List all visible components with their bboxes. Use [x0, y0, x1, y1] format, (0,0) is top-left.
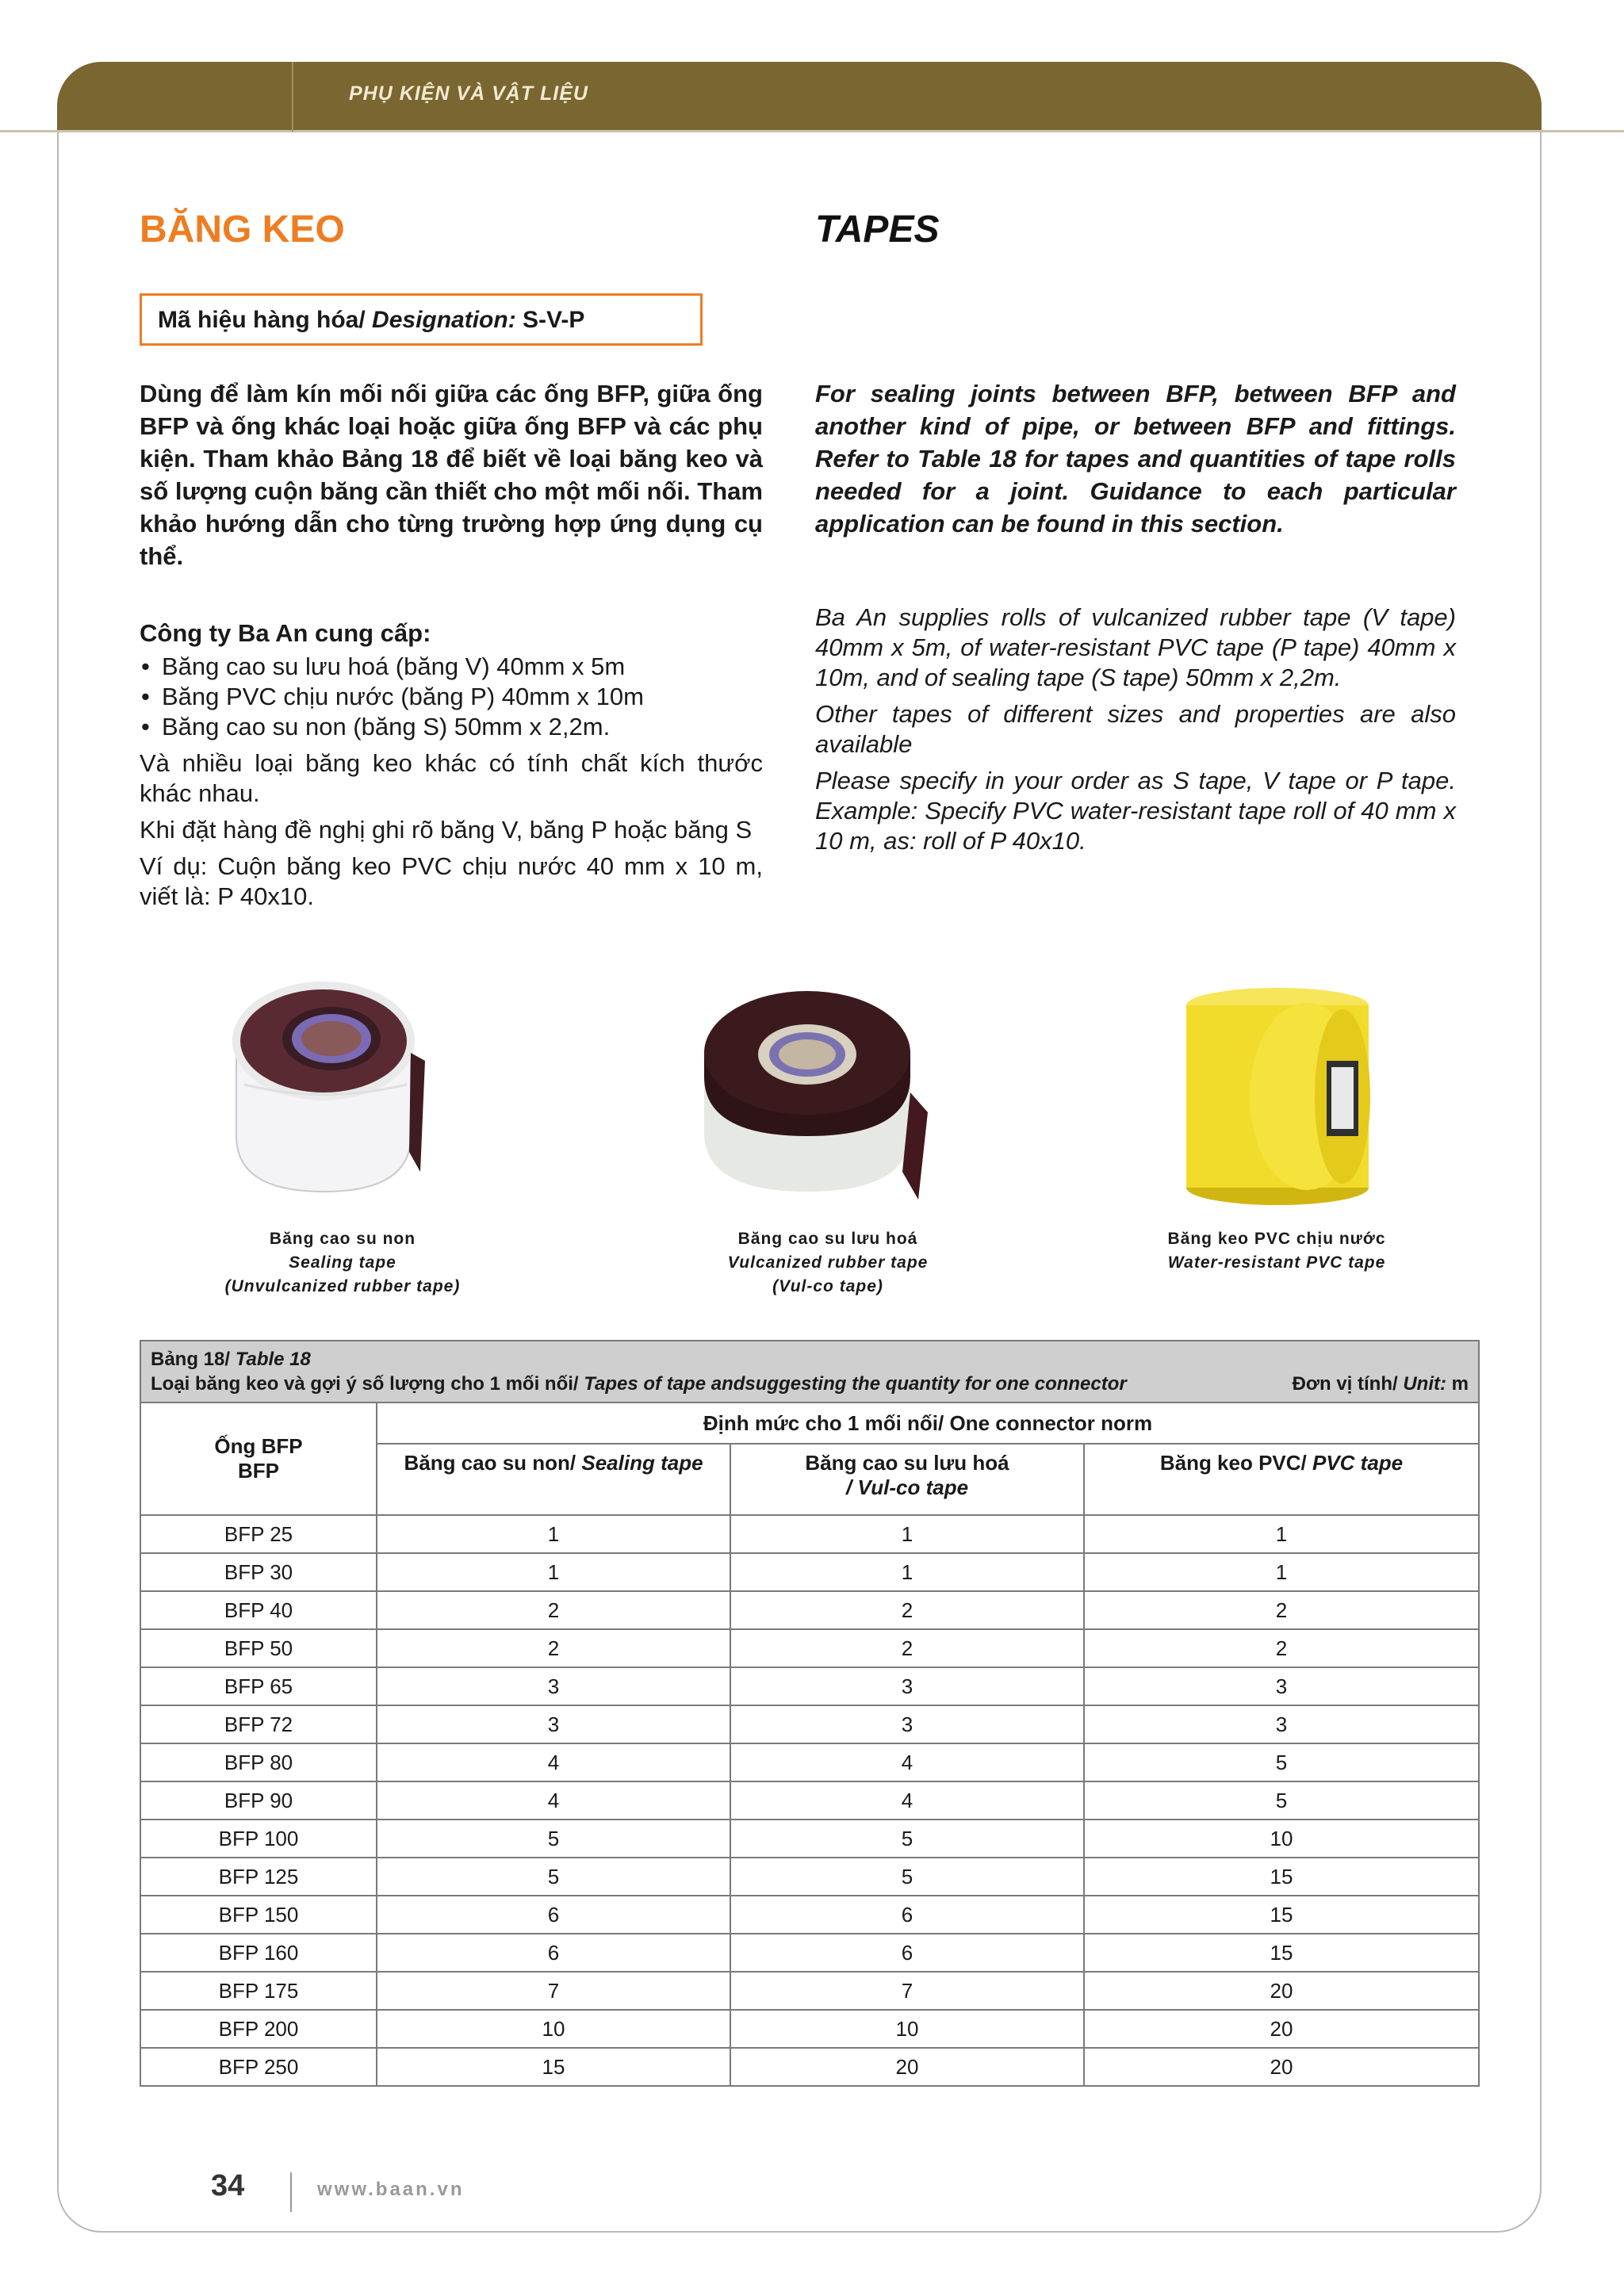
- supply-note-2: Khi đặt hàng đề nghị ghi rõ băng V, băng P hoặc băng S: [140, 816, 753, 844]
- table-cell: BFP 25: [140, 1515, 377, 1553]
- table-cell: 10: [377, 2010, 730, 2048]
- supply-note-1: Và nhiều loại băng keo khác có tính chất kích thước khác nhau.: [140, 749, 763, 807]
- table-row: [140, 2048, 1479, 2086]
- table-cell: 3: [730, 1705, 1084, 1743]
- table-row: [140, 1820, 1479, 1858]
- footer-url: www.baan.vn: [317, 2179, 465, 2200]
- table-row: [140, 1743, 1479, 1781]
- caption-en: Sealing tape: [289, 1253, 396, 1272]
- unit-label-vi: Đơn vị tính/: [1292, 1373, 1398, 1395]
- table-cell: BFP 40: [140, 1591, 377, 1629]
- table-row: [140, 1858, 1479, 1896]
- col-header-pipe-vi: Ống BFP: [214, 1434, 303, 1458]
- table-row: [140, 1515, 1479, 1553]
- table-cell: 3: [377, 1667, 730, 1705]
- supply-en-3: Please specify in your order as S tape, V tape or P tape. Example: Specify PVC water-resistant tape roll of 40 mm x 10 m, as: roll of P 40x10.: [815, 767, 1456, 855]
- col-header-pipe-en: BFP: [238, 1459, 279, 1483]
- table-cell: 20: [1084, 1972, 1479, 2010]
- table-cell: BFP 65: [140, 1667, 377, 1705]
- table-title-en: Tapes of tape andsuggesting the quantity for one connector: [584, 1373, 1127, 1395]
- table-cell: BFP 30: [140, 1553, 377, 1591]
- table-number-en: Table 18: [235, 1349, 311, 1370]
- table-cell: 5: [730, 1820, 1084, 1858]
- caption-extra: (Vul-co tape): [772, 1277, 883, 1295]
- table-cell: 20: [1084, 2048, 1479, 2086]
- table-cell: 15: [1084, 1896, 1479, 1934]
- supply-bullet: [140, 712, 763, 742]
- table-cell: 5: [1084, 1781, 1479, 1820]
- table-cell: 20: [1084, 2010, 1479, 2048]
- header-divider: [0, 130, 1624, 132]
- table-cell: BFP 90: [140, 1781, 377, 1820]
- table-cell: 4: [730, 1781, 1084, 1820]
- table-cell: 7: [377, 1972, 730, 2010]
- table-caption: [140, 1341, 1479, 1402]
- intro-vi: Dùng để làm kín mối nối giữa các ống BFP, giữa ống BFP và ống khác loại hoặc giữa ống BFP và các phụ kiện. Tham khảo Bảng 18 để biết về loại băng keo và số lượng cuộn băng cần thiết cho một mối nối. Tham khảo hướng dẫn cho từng trường hợp ứng dụng cụ thể.: [140, 380, 763, 570]
- page-title-vi: BĂNG KEO: [140, 209, 345, 251]
- group-header: Định mức cho 1 mối nối/ One connector norm: [377, 1402, 1479, 1444]
- caption-en: Vulcanized rubber tape: [727, 1253, 929, 1272]
- table-cell: BFP 150: [140, 1896, 377, 1934]
- table-row: [140, 1934, 1479, 1972]
- col-header-sealing: [377, 1444, 730, 1515]
- table-cell: 1: [377, 1515, 730, 1553]
- table-cell: 1: [377, 1553, 730, 1591]
- unit-value: m: [1451, 1373, 1469, 1395]
- table-cell: 7: [730, 1972, 1084, 2010]
- supply-heading: Công ty Ba An cung cấp:: [140, 619, 431, 647]
- table-cell: 2: [1084, 1591, 1479, 1629]
- table-cell: 10: [730, 2010, 1084, 2048]
- designation-label: Mã hiệu hàng hóa/: [158, 307, 366, 333]
- table-row: [140, 1629, 1479, 1667]
- col-header-vulco-en: / Vul-co tape: [845, 1475, 969, 1499]
- caption-vi: Băng cao su non: [269, 1230, 416, 1248]
- table-cell: 6: [377, 1934, 730, 1972]
- table-cell: BFP 80: [140, 1743, 377, 1781]
- table-cell: 15: [1084, 1934, 1479, 1972]
- table-cell: 3: [730, 1667, 1084, 1705]
- table-cell: 1: [730, 1515, 1084, 1553]
- table-cell: 3: [1084, 1705, 1479, 1743]
- supply-en: [815, 603, 1456, 863]
- col-header-pipe: [140, 1402, 377, 1515]
- footer-separator: [290, 2172, 292, 2212]
- table-cell: 5: [1084, 1743, 1479, 1781]
- supply-bullet-text: Băng cao su non (băng S) 50mm x 2,2m.: [162, 713, 611, 740]
- col-header-sealing-en: Sealing tape: [581, 1451, 703, 1475]
- table-cell: 5: [730, 1858, 1084, 1896]
- table-row: [140, 1667, 1479, 1705]
- table-row: [140, 1781, 1479, 1820]
- designation-code: S-V-P: [523, 307, 585, 333]
- caption-vulcanized-tape: [653, 1227, 1002, 1299]
- table-cell: 4: [377, 1781, 730, 1820]
- table-cell: 2: [377, 1591, 730, 1629]
- table-cell: BFP 250: [140, 2048, 377, 2086]
- caption-sealing-tape: [168, 1227, 517, 1299]
- table-cell: 4: [377, 1743, 730, 1781]
- col-header-pvc: [1084, 1444, 1479, 1515]
- table-cell: 2: [377, 1629, 730, 1667]
- vulcanized-tape-image: [688, 974, 934, 1203]
- table-cell: 6: [730, 1896, 1084, 1934]
- pvc-tape-image: [1164, 974, 1402, 1211]
- bullet-icon: •: [141, 652, 150, 680]
- table-title-vi: Loại băng keo và gợi ý số lượng cho 1 mối nối/: [151, 1373, 579, 1395]
- header-separator: [292, 62, 293, 132]
- table-cell: 20: [730, 2048, 1084, 2086]
- bullet-icon: •: [141, 683, 150, 710]
- table-cell: 5: [377, 1820, 730, 1858]
- table-cell: 1: [1084, 1515, 1479, 1553]
- header-bar: [57, 62, 1542, 132]
- designation-box: [140, 293, 703, 346]
- page-title-en: TAPES: [815, 209, 940, 251]
- table-cell: BFP 175: [140, 1972, 377, 2010]
- supply-vi: [140, 618, 763, 912]
- bullet-icon: •: [141, 713, 150, 740]
- intro-en: For sealing joints between BFP, between BFP and another kind of pipe, or between BFP and fittings. Refer to Table 18 for tapes and quantities of tape rolls needed for a joint. Guidance to each particular application can be found in this section.: [815, 380, 1456, 538]
- table-cell: 6: [730, 1934, 1084, 1972]
- table-cell: 2: [1084, 1629, 1479, 1667]
- caption-en: Water-resistant PVC tape: [1167, 1253, 1386, 1272]
- table-row: [140, 1972, 1479, 2010]
- supply-bullet-text: Băng PVC chịu nước (băng P) 40mm x 10m: [162, 683, 644, 710]
- col-header-pvc-en: PVC tape: [1312, 1451, 1404, 1475]
- table-cell: 3: [377, 1705, 730, 1743]
- supply-note-3: Ví dụ: Cuộn băng keo PVC chịu nước 40 mm x 10 m, viết là: P 40x10.: [140, 852, 763, 910]
- table-cell: BFP 100: [140, 1820, 377, 1858]
- table-cell: 1: [730, 1553, 1084, 1591]
- supply-en-1: Ba An supplies rolls of vulcanized rubber tape (V tape) 40mm x 5m, of water-resistant PVC tape (P tape) 40mm x 10m, and of sealing tape (S tape) 50mm x 2,2m.: [815, 603, 1456, 691]
- table-body: [140, 1515, 1479, 2086]
- col-header-vulco: [730, 1444, 1084, 1515]
- table-cell: BFP 72: [140, 1705, 377, 1743]
- table-row: [140, 1553, 1479, 1591]
- caption-extra: (Unvulcanized rubber tape): [224, 1277, 461, 1295]
- table-cell: 10: [1084, 1820, 1479, 1858]
- table-number-vi: Bảng 18/: [151, 1349, 231, 1370]
- table-cell: 2: [730, 1591, 1084, 1629]
- table-cell: 1: [1084, 1553, 1479, 1591]
- table-row: [140, 1591, 1479, 1629]
- table-cell: BFP 50: [140, 1629, 377, 1667]
- supply-bullet: [140, 682, 763, 712]
- supply-bullet-text: Băng cao su lưu hoá (băng V) 40mm x 5m: [162, 652, 626, 680]
- section-title: PHỤ KIỆN VÀ VẬT LIỆU: [349, 82, 588, 105]
- table-cell: 6: [377, 1896, 730, 1934]
- table-cell: 15: [377, 2048, 730, 2086]
- table-cell: BFP 125: [140, 1858, 377, 1896]
- page-number: 34: [211, 2169, 245, 2202]
- table-cell: 2: [730, 1629, 1084, 1667]
- col-header-vulco-vi: Băng cao su lưu hoá: [805, 1451, 1009, 1475]
- supply-bullet: [140, 652, 763, 682]
- col-header-sealing-vi: Băng cao su non/: [404, 1451, 576, 1475]
- table-row: [140, 1705, 1479, 1743]
- table-cell: 3: [1084, 1667, 1479, 1705]
- table-cell: 15: [1084, 1858, 1479, 1896]
- table-cell: 5: [377, 1858, 730, 1896]
- col-header-pvc-vi: Băng keo PVC/: [1159, 1451, 1307, 1475]
- table-cell: 4: [730, 1743, 1084, 1781]
- supply-en-2: Other tapes of different sizes and properties are also available: [815, 700, 1456, 758]
- caption-vi: Băng keo PVC chịu nước: [1167, 1230, 1386, 1248]
- caption-pvc-tape: [1102, 1227, 1451, 1275]
- table-row: [140, 1896, 1479, 1934]
- caption-vi: Băng cao su lưu hoá: [737, 1230, 918, 1248]
- designation-label-en: Designation:: [372, 307, 516, 333]
- sealing-tape-image: [213, 966, 450, 1203]
- table-row: [140, 2010, 1479, 2048]
- table-cell: BFP 200: [140, 2010, 377, 2048]
- unit-label-en: Unit:: [1403, 1373, 1446, 1395]
- tape-quantity-table: [140, 1340, 1480, 2087]
- table-cell: BFP 160: [140, 1934, 377, 1972]
